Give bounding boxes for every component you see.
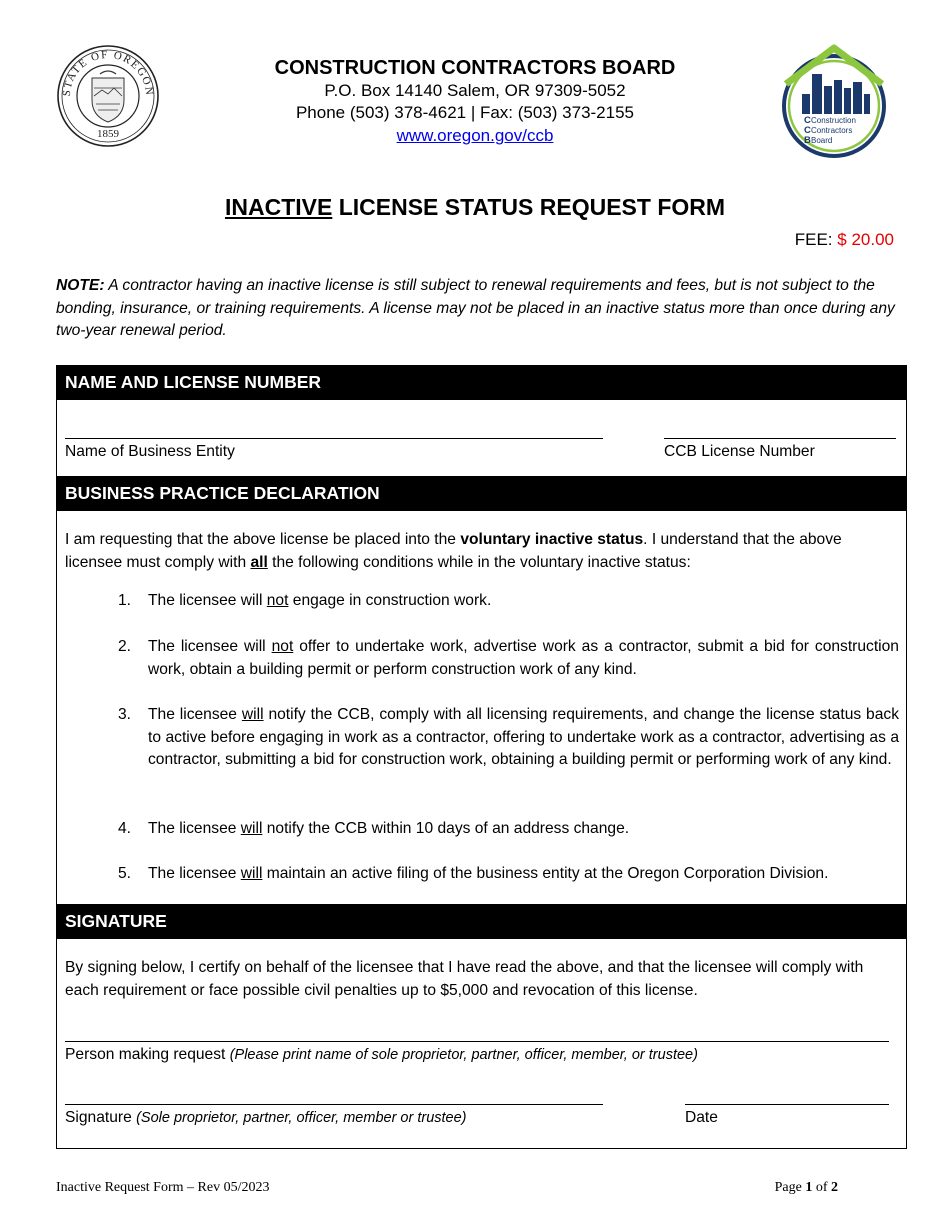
seal-top-text: STATE OF OREGON [60,48,156,97]
condition-item-1: 1. The licensee will not engage in construction work. [118,592,492,609]
section-declaration-header: BUSINESS PRACTICE DECLARATION [56,476,907,511]
person-name-line[interactable] [65,1041,889,1042]
footer-page-number: Page 1 of 2 [774,1180,838,1195]
form-title [0,194,950,221]
fee-label: FEE: [794,230,838,249]
org-address: P.O. Box 14140 Salem, OR 97309-5052 [324,81,626,100]
business-name-label: Name of Business Entity [65,443,235,460]
logo-line2: Contractors [811,126,853,135]
signature-label: Signature (Sole proprietor, partner, officer, member or trustee) [65,1109,467,1126]
org-website-link[interactable]: www.oregon.gov/ccb [396,126,554,145]
condition-item-4: 4. The licensee will notify the CCB within 10 days of an address change. [118,820,630,837]
ccb-logo [780,44,888,158]
date-label: Date [685,1109,718,1126]
license-number-line[interactable] [664,438,896,439]
svg-text:C: C [804,125,811,136]
footer-form-rev: Inactive Request Form – Rev 05/2023 [56,1180,270,1195]
fee-line [795,230,894,250]
note-text: A contractor having an inactive license is still subject to renewal requirements and fees, but is not subject to the bonding, insurance, or training requirements. A license may not be placed in an inactive status more than once during any two-year renewal period. [56,277,895,340]
seal-year: 1859 [97,128,119,140]
svg-text:B: B [804,135,811,146]
title-rest: LICENSE STATUS REQUEST FORM [332,194,726,220]
title-emph: INACTIVE [224,194,333,220]
signature-certification: By signing below, I certify on behalf of the licensee that I have read the above, and that the licensee will comply with each requirement or face possible civil penalties up to $5,000 and revocation of this license. [65,959,864,999]
note-label: NOTE: [56,277,105,294]
org-name: CONSTRUCTION CONTRACTORS BOARD [274,57,676,79]
svg-text:C: C [804,115,811,126]
section-signature-header: SIGNATURE [56,904,907,939]
person-label: Person making request (Please print name of sole proprietor, partner, officer, member, or trustee) [65,1046,698,1063]
logo-line3: Board [811,136,833,145]
condition-item-5: 5. The licensee will maintain an active filing of the business entity at the Oregon Corporation Division. [118,865,829,882]
signature-line[interactable] [65,1104,603,1105]
date-line[interactable] [685,1104,889,1105]
condition-item-2: 2. The licensee will not offer to undertake work, advertise work as a contractor, submit a bid for construction work, obtain a building permit or perform construction work of any kind. [118,638,899,678]
org-phone: Phone (503) 378-4621 | Fax: (503) 373-2155 [295,103,635,122]
logo-line1: Construction [811,116,856,125]
note-paragraph [56,275,898,343]
business-name-line[interactable] [65,438,603,439]
license-number-label: CCB License Number [664,443,815,460]
condition-item-3: 3. The licensee will notify the CCB, comply with all licensing requirements, and change the license status back to active before engaging in work as a contractor, offering to undertake work as a contractor, advertising as a contractor, submitting a bid for construction work, obtaining a building permit or performing work of any kind. [118,706,899,769]
fee-amount: $ 20.00 [837,230,894,249]
declaration-intro: I am requesting that the above license be placed into the voluntary inactive status. I understand that the above licensee must comply with all the following conditions while in the voluntary inactive status: [65,531,842,571]
section-name-header: NAME AND LICENSE NUMBER [56,365,907,400]
